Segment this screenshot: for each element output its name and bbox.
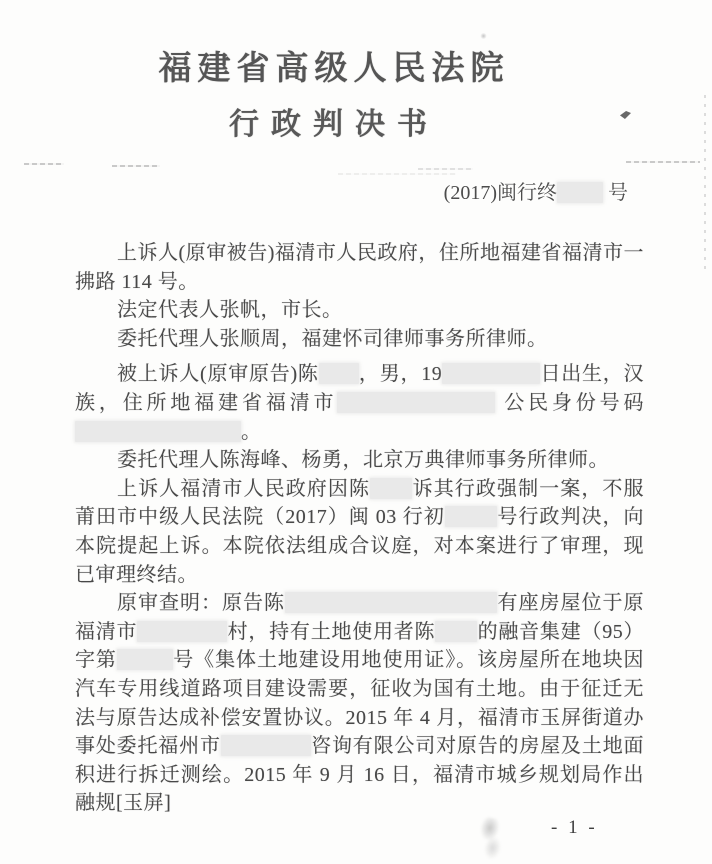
judgment-paragraph [75, 360, 644, 446]
text-segment: 号行政判决，向本院提起上诉。本院依法组成合议庭，对本案进行了审理，现已审理终结。 [75, 506, 645, 586]
page-number: - 1 - [551, 817, 598, 838]
case-number [444, 176, 628, 205]
scan-speck-artifact [480, 33, 487, 39]
text-segment: ，男，19 [358, 363, 443, 386]
redaction-box [442, 363, 540, 384]
text-segment: 诉其行政强制一案，不服莆田市中级人民法院（2017）闽 03 行初 [75, 477, 645, 529]
scan-edge-artifact [704, 95, 706, 270]
text-segment: 原审查明：原告陈 [117, 592, 285, 615]
court-name-title: 福建省高级人民法院 [158, 51, 510, 87]
scan-dash-artifact [112, 165, 160, 167]
redaction-box [75, 421, 241, 442]
text-segment: 委托代理人陈海峰、杨勇，北京万典律师事务所律师。 [117, 449, 609, 472]
redaction-box [557, 182, 603, 203]
scan-dash-artifact [626, 161, 700, 163]
judgment-paragraph [75, 296, 644, 325]
text-segment: 的融音集建（95）字第 [75, 620, 645, 672]
judgment-paragraph [75, 325, 644, 354]
scan-dash-artifact [418, 168, 473, 170]
redaction-box [445, 506, 497, 527]
text-segment: 村，持有土地使用者陈 [227, 620, 436, 643]
redaction-box [319, 363, 359, 384]
text-segment: (2017)闽行终 [443, 182, 557, 204]
text-segment: 上诉人福清市人民政府因陈 [117, 477, 371, 500]
redaction-box [221, 735, 311, 756]
redaction-box [337, 392, 495, 413]
text-segment: 委托代理人张顺周，福建怀司律师事务所律师。 [117, 327, 548, 350]
text-segment: 公民身份号码 [495, 391, 645, 414]
text-segment: 日出生，汉族，住所地福建省福清市 [75, 363, 645, 414]
text-segment: 。 [241, 420, 262, 443]
text-segment: 号 [603, 182, 628, 204]
judgment-paragraph [75, 475, 644, 589]
redaction-box [137, 621, 227, 642]
text-segment: 被上诉人(原审原告)陈 [117, 363, 319, 386]
redaction-box [435, 621, 477, 642]
scan-dash-artifact [24, 163, 64, 165]
redaction-box [370, 478, 412, 499]
redaction-box [285, 592, 497, 613]
judgment-paragraph [75, 446, 644, 475]
text-segment: 有座房屋位于原福清市 [75, 592, 644, 643]
judgment-paragraph [75, 589, 644, 818]
redaction-box [117, 649, 173, 670]
text-segment: 号《集体土地建设用地使用证》。该房屋所在地块因汽车专用线道路项目建设需要，征收为国有土地。由于征迁无法与原告达成补偿安置协议。2015 年 4 月，福清市玉屏街道办事处委托福州市 [75, 649, 645, 758]
text-segment: 咨询有限公司对原告的房屋及土地面积进行拆迁测绘。2015 年 9 月 16 日，福清市城乡规划局作出融规[玉屏] [75, 735, 645, 815]
judgment-body-text [75, 239, 644, 818]
judgment-paragraph [75, 239, 644, 296]
text-segment: 上诉人(原审被告)福清市人民政府，住所地福建省福清市一拂路 114 号。 [75, 242, 644, 293]
text-segment: 法定代表人张帆，市长。 [117, 299, 343, 322]
scan-smudge-artifact [470, 815, 512, 863]
document-type-title: 行政判决书 [229, 108, 439, 141]
scan-dash-artifact [338, 173, 456, 175]
